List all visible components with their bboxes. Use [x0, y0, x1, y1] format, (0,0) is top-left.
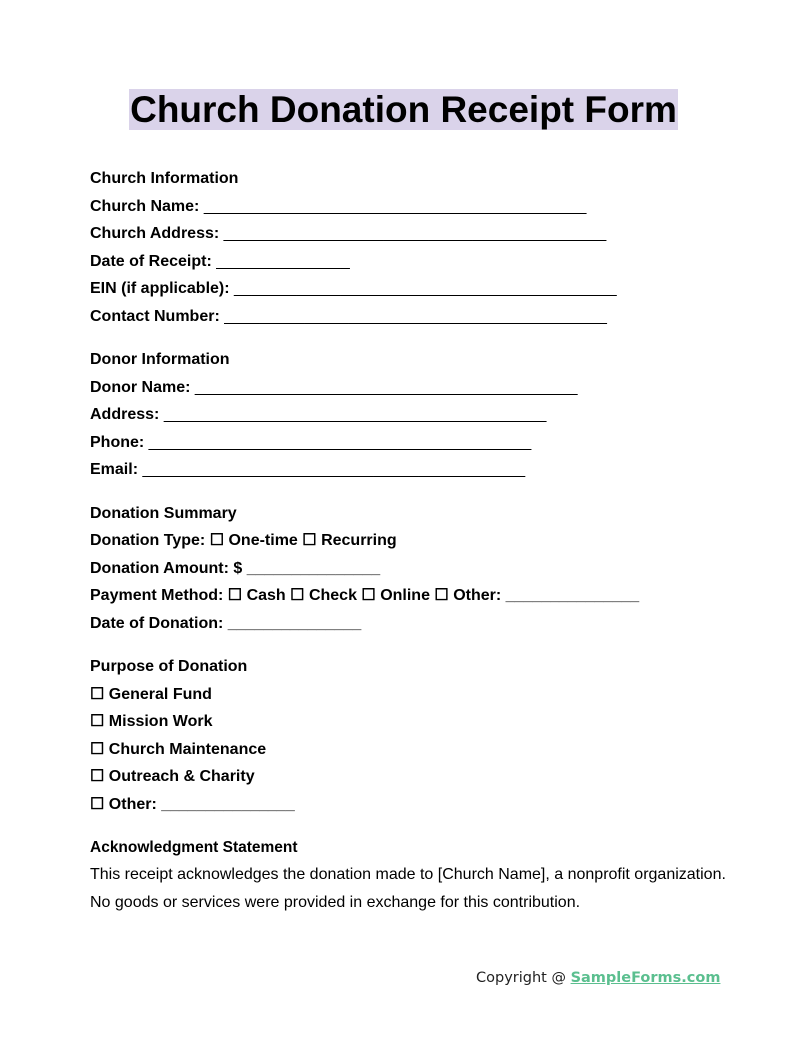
- section-heading: Donor Information: [90, 351, 230, 368]
- purpose-checkbox-mission-work[interactable]: ☐ Mission Work: [90, 713, 213, 730]
- donation-summary-section: [90, 500, 730, 638]
- section-heading: Church Information: [90, 170, 239, 187]
- phone-field[interactable]: [90, 429, 730, 457]
- email-field[interactable]: [90, 456, 730, 484]
- field-blank[interactable]: ___________________________________________: [142, 461, 526, 478]
- field-blank[interactable]: ___________________________________________: [163, 406, 547, 423]
- date-of-receipt-field[interactable]: [90, 248, 730, 276]
- donation-type-checkboxes[interactable]: Donation Type: ☐ One-time ☐ Recurring: [90, 532, 397, 549]
- church-information-section: [90, 165, 730, 330]
- field-blank[interactable]: _______________: [216, 252, 350, 270]
- payment-method-checkboxes[interactable]: Payment Method: ☐ Cash ☐ Check ☐ Online ☐ Other: _______________: [90, 587, 640, 604]
- field-label: Date of Receipt:: [90, 252, 212, 270]
- field-blank[interactable]: ___________________________________________: [148, 433, 532, 451]
- church-name-field[interactable]: [90, 193, 730, 221]
- donor-name-field[interactable]: [90, 374, 730, 402]
- section-heading: Donation Summary: [90, 504, 237, 522]
- field-label: Phone:: [90, 433, 145, 451]
- sampleforms-link[interactable]: SampleForms.com: [570, 970, 721, 986]
- purpose-checkbox-general-fund[interactable]: ☐ General Fund: [90, 685, 212, 703]
- purpose-checkbox-other[interactable]: ☐ Other: _______________: [90, 795, 295, 813]
- field-label: EIN (if applicable):: [90, 280, 230, 297]
- field-label: Email:: [90, 461, 139, 478]
- purpose-checkbox-church-maintenance[interactable]: ☐ Church Maintenance: [90, 740, 267, 758]
- donor-address-field[interactable]: [90, 401, 730, 429]
- field-blank[interactable]: ___________________________________________: [223, 225, 607, 242]
- field-label: Contact Number:: [90, 307, 220, 325]
- field-blank[interactable]: ___________________________________________: [224, 307, 607, 325]
- copyright-footer: [476, 970, 720, 986]
- field-blank[interactable]: ___________________________________________: [203, 197, 587, 215]
- donation-amount-field[interactable]: Donation Amount: $ _______________: [90, 559, 381, 577]
- donor-information-section: [90, 346, 730, 484]
- date-of-donation-field[interactable]: Date of Donation: _______________: [90, 614, 362, 632]
- title-container: [0, 89, 807, 130]
- church-address-field[interactable]: [90, 220, 730, 248]
- acknowledgment-text: This receipt acknowledges the donation made to [Church Name], a nonprofit organization. No goods or services were provided in exchange for this contribution.: [90, 866, 726, 911]
- purpose-section: [90, 653, 730, 818]
- field-label: Donor Name:: [90, 378, 191, 396]
- acknowledgment-section: [90, 834, 730, 916]
- form-body: [90, 165, 730, 932]
- field-label: Church Name:: [90, 197, 200, 215]
- ein-field[interactable]: [90, 275, 730, 303]
- section-heading: Acknowledgment Statement: [90, 839, 298, 856]
- purpose-checkbox-outreach-charity[interactable]: ☐ Outreach & Charity: [90, 768, 255, 785]
- section-heading: Purpose of Donation: [90, 658, 248, 675]
- field-blank[interactable]: ___________________________________________: [194, 378, 578, 396]
- field-label: Church Address:: [90, 225, 220, 242]
- field-label: Address:: [90, 406, 160, 423]
- copyright-text: Copyright @: [476, 970, 571, 986]
- field-blank[interactable]: ___________________________________________: [234, 280, 617, 297]
- page-title: Church Donation Receipt Form: [130, 89, 677, 130]
- contact-number-field[interactable]: [90, 303, 730, 331]
